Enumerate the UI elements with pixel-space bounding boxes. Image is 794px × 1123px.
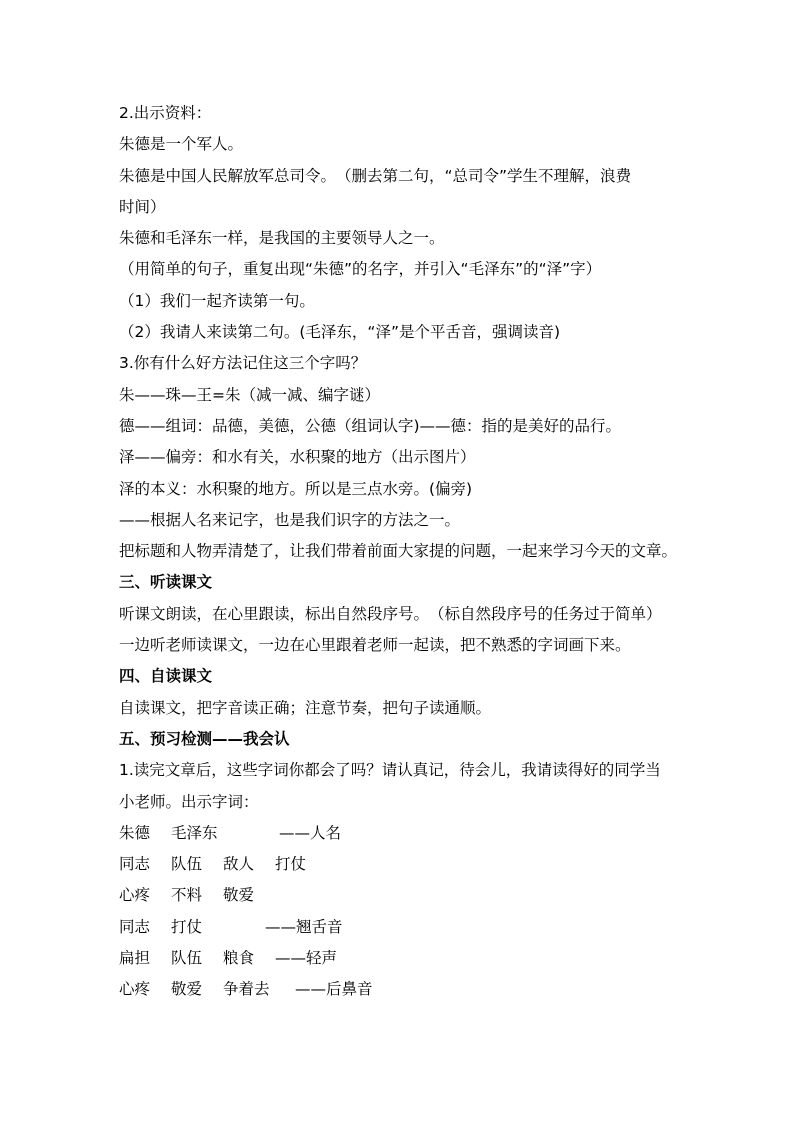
word-row [119, 912, 679, 943]
word: 敌人 [223, 855, 255, 874]
word-row [119, 943, 679, 974]
word: 不料 [171, 886, 203, 905]
text-line: 听课文朗读，在心里跟读，标出自然段序号。 （标自然段序号的任务过于简单） [119, 604, 662, 623]
word: 敬爱 [171, 980, 203, 999]
word: 同志 [119, 917, 151, 936]
word-category: ——人名 [279, 823, 342, 842]
text-line: 泽——偏旁：和水有关，水积聚的地方（出示图片） [119, 448, 476, 467]
word: 心疼 [119, 980, 151, 999]
word: 争着去 [223, 980, 270, 999]
text-line: （2）我请人来读第二句。(毛泽东，“泽”是个平舌音，强调读音) [119, 323, 561, 342]
word: 队伍 [171, 855, 203, 874]
word: 心疼 [119, 886, 151, 905]
word: 敬爱 [223, 886, 255, 905]
word: 毛泽东 [171, 823, 218, 842]
word-row [119, 818, 679, 849]
text-line: 德——组词：品德，美德，公德（组词认字)——德：指的是美好的品行。 [119, 416, 622, 435]
text-line: 朱德是中国人民解放军总司令。 （删去第二句，“总司令”学生不理解，浪费 [119, 166, 632, 185]
text-line: 1.读完文章后，这些字词你都会了吗？请认真记，待会儿，我请读得好的同学当 [119, 761, 661, 780]
text-line: 朱——珠—王=朱（减一减、编字谜） [119, 385, 380, 404]
text-line: 一边听老师读课文，一边在心里跟着老师一起读，把不熟悉的字词画下来。 [119, 636, 631, 655]
text-line: 小老师。出示字词： [119, 792, 259, 811]
text-line: ——根据人名来记字，也是我们识字的方法之一。 [119, 510, 461, 529]
text-line: （1）我们一起齐读第一句。 [119, 291, 315, 310]
word-category: ——轻声 [275, 949, 338, 968]
text-line: 时间） [119, 197, 166, 216]
text-line: 2.出示资料： [119, 104, 212, 122]
word-row [119, 849, 679, 880]
text-line: 泽的本义：水积聚的地方。所以是三点水旁。(偏旁) [119, 479, 473, 498]
word-category: ——后鼻音 [295, 980, 373, 999]
document-body [119, 98, 679, 1006]
text-line: 3.你有什么好方法记住这三个字吗？ [119, 354, 367, 373]
word: 打仗 [171, 917, 203, 936]
word-row [119, 974, 679, 1005]
word-category: ——翘舌音 [265, 917, 343, 936]
text-line: 朱德是一个军人。 [119, 135, 244, 154]
section-heading: 四、自读课文 [119, 667, 213, 686]
section-heading: 五、预习检测——我会认 [119, 729, 290, 748]
word: 队伍 [171, 949, 203, 968]
word: 扁担 [119, 949, 151, 968]
section-heading: 三、听读课文 [119, 573, 213, 592]
word: 打仗 [275, 855, 307, 874]
text-line: 朱德和毛泽东一样，是我国的主要领导人之一。 [119, 229, 445, 248]
word: 朱德 [119, 823, 151, 842]
text-line: 自读课文，把字音读正确；注意节奏，把句子读通顺。 [119, 698, 492, 717]
word-row [119, 880, 679, 911]
word: 同志 [119, 855, 151, 874]
text-line: 把标题和人物弄清楚了，让我们带着前面大家提的问题，一起来学习今天的文章。 [119, 542, 678, 561]
text-line: （用简单的句子，重复出现“朱德”的名字，并引入“毛泽东”的“泽”字） [119, 260, 602, 279]
word: 粮食 [223, 949, 255, 968]
